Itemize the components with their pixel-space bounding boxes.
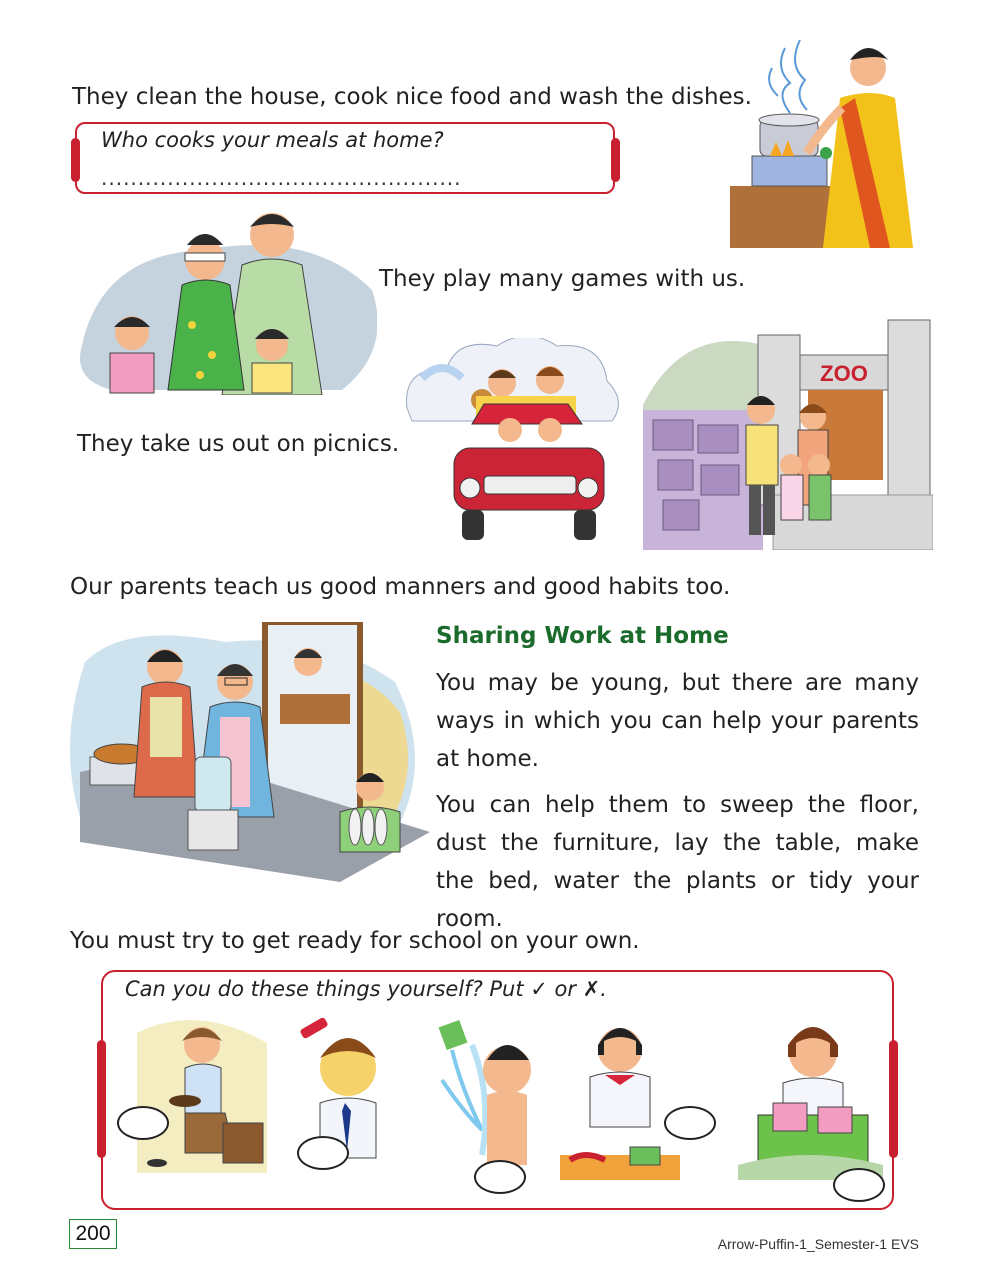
bathing-illustration <box>432 1015 552 1175</box>
box-tab-right <box>611 138 620 182</box>
question-selfcare: Can you do these things yourself? Put ✓ or ✗. <box>125 977 607 1001</box>
question-cooks: Who cooks your meals at home? <box>101 128 444 152</box>
polishing-shoes-illustration <box>137 1013 272 1183</box>
cooking-mother-illustration <box>730 38 915 248</box>
text-get-ready: You must try to get ready for school on your own. <box>70 928 640 954</box>
box2-tab-right <box>889 1040 898 1158</box>
book-title-footer: Arrow-Puffin-1_Semester-1 EVS <box>717 1236 919 1252</box>
page-number: 200 <box>69 1219 117 1249</box>
car-picnic-illustration <box>402 338 620 546</box>
text-manners: Our parents teach us good manners and good habits too. <box>70 574 731 600</box>
section-heading: Sharing Work at Home <box>436 623 729 649</box>
text-play-games: They play many games with us. <box>379 266 746 292</box>
answer-oval-5[interactable] <box>833 1168 885 1202</box>
text-picnics: They take us out on picnics. <box>77 431 400 457</box>
family-games-illustration <box>72 205 377 395</box>
buttoning-shirt-illustration <box>560 1015 680 1180</box>
paragraph-chores: You can help them to sweep the floor, dust the furniture, lay the table, make the bed, water the plants or tidy your room. <box>436 792 919 932</box>
answer-oval-1[interactable] <box>117 1106 169 1140</box>
zoo-family-illustration <box>643 315 933 550</box>
box-tab-left <box>71 138 80 182</box>
zoo-sign-text: ZOO <box>820 361 868 386</box>
text-clean-house: They clean the house, cook nice food and wash the dishes. <box>72 84 752 110</box>
paragraph-help-parents: You may be young, but there are many ways in which you can help your parents at home. <box>436 670 919 772</box>
answer-oval-2[interactable] <box>297 1136 349 1170</box>
box2-tab-left <box>97 1040 106 1158</box>
answer-oval-4[interactable] <box>664 1106 716 1140</box>
answer-oval-3[interactable] <box>474 1160 526 1194</box>
kitchen-family-illustration <box>70 622 430 884</box>
packing-bag-illustration <box>738 1015 883 1180</box>
answer-dotted-line[interactable]: ................................................. <box>101 166 462 190</box>
